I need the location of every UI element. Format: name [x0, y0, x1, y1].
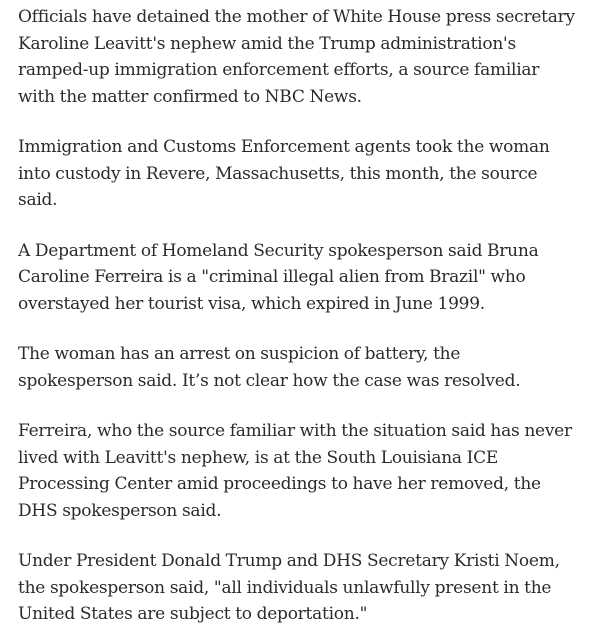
article-paragraph: Under President Donald Trump and DHS Secretary Kristi Noem, the spokesperson said, "all individuals unlawfully present in the United States are subject to deportation." — [18, 551, 560, 624]
article-paragraph: The woman has an arrest on suspicion of battery, the spokesperson said. It’s not clear how the case was resolved. — [18, 344, 521, 391]
article-paragraph: Ferreira, who the source familiar with the situation said has never lived with Leavitt's nephew, is at the South Louisiana ICE Processing Center amid proceedings to have her removed, the DHS spokesperson said. — [18, 421, 572, 521]
article-paragraph: Immigration and Customs Enforcement agents took the woman into custody in Revere, Massachusetts, this month, the source said. — [18, 137, 550, 210]
article-paragraph: Officials have detained the mother of White House press secretary Karoline Leavitt's nephew amid the Trump administration's ramped-up immigration enforcement efforts, a source familiar with the matter confirmed to NBC News. — [18, 7, 575, 107]
article-paragraph: A Department of Homeland Security spokesperson said Bruna Caroline Ferreira is a "criminal illegal alien from Brazil" who overstayed her tourist visa, which expired in June 1999. — [18, 240, 539, 314]
